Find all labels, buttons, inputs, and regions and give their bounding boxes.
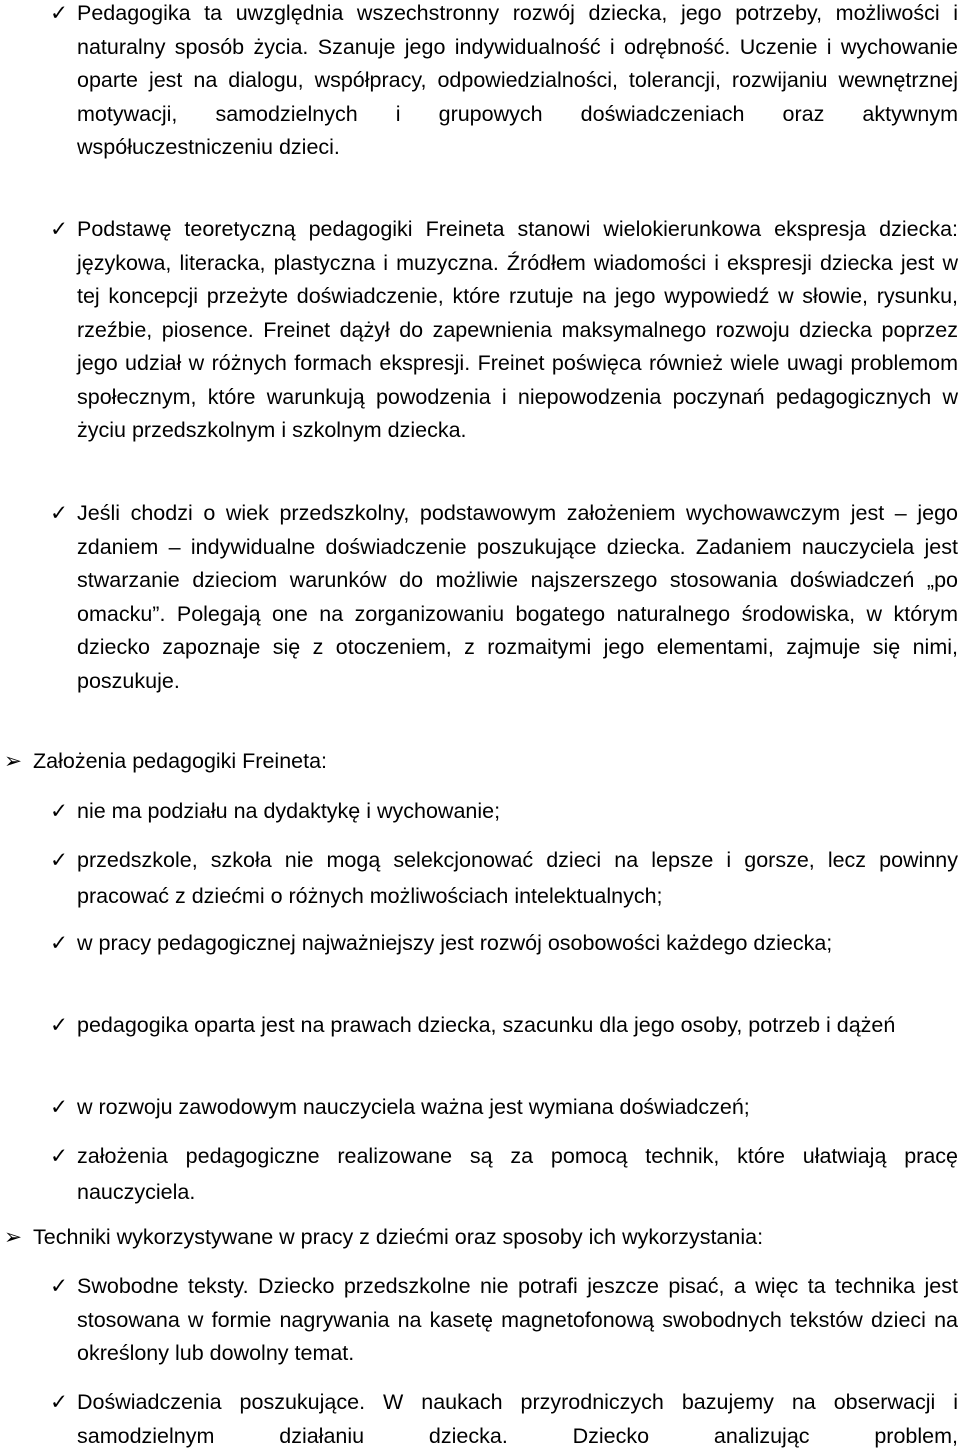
check-icon: ✓ [50, 848, 69, 873]
paragraph-freinet-development [0, 0, 960, 165]
arrow-bullet-icon: ➢ [4, 749, 23, 774]
list-item-experience-exchange [0, 1090, 960, 1126]
check-icon: ✓ [50, 799, 69, 824]
heading-text: Założenia pedagogiki Freineta: [33, 749, 328, 773]
list-item-text: przedszkole, szkoła nie mogą selekcjonować dzieci na lepsze i gorsze, lecz powinny pracować z dziećmi o różnych możliwościach intelektualnych; [77, 848, 958, 908]
list-item-no-division [0, 794, 960, 830]
list-item-text: nie ma podziału na dydaktykę i wychowanie; [77, 799, 501, 823]
paragraph-text: Jeśli chodzi o wiek przedszkolny, podstawowym założeniem wychowawczym jest – jego zdaniem – indywidualne doświadczenie poszukujące dziecka. Zadaniem nauczyciela jest stwarzanie dzieciom warunków do możliwie najszerszego stosowania doświadczeń „po omacku”. Polegają one na zorganizowaniu bogatego naturalnego środowiska, w którym dziecko zapoznaje się z otoczeniem, z rozmaitymi jego elementami, zajmuje się nimi, poszukuje. [77, 501, 958, 693]
check-icon: ✓ [50, 1013, 69, 1038]
paragraph-text: Doświadczenia poszukujące. W naukach przyrodniczych bazujemy na obserwacji i samodzielnym działaniu dziecka. Dziecko analizując problem, [77, 1390, 958, 1448]
list-item-text: w pracy pedagogicznej najważniejszy jest rozwój osobowości każdego dziecka; [77, 931, 833, 955]
check-icon: ✓ [50, 1095, 69, 1120]
check-icon: ✓ [50, 1274, 69, 1299]
check-icon: ✓ [50, 501, 69, 526]
paragraph-text: Swobodne teksty. Dziecko przedszkolne nie potrafi jeszcze pisać, a więc ta technika jest stosowana w formie nagrywania na kasetę magnetofonową swobodnych tekstów dzieci na określony lub dowolny temat. [77, 1274, 958, 1365]
check-icon: ✓ [50, 931, 69, 956]
heading-freinet-assumptions [0, 745, 960, 779]
paragraph-exploratory-experiences [0, 1386, 960, 1453]
list-item-child-rights [0, 1008, 960, 1044]
list-item-techniques [0, 1139, 960, 1210]
paragraph-freinet-expression [0, 213, 960, 448]
list-item-no-selection [0, 843, 960, 914]
check-icon: ✓ [50, 1144, 69, 1169]
check-icon: ✓ [50, 217, 69, 242]
paragraph-text: Podstawę teoretyczną pedagogiki Freineta stanowi wielokierunkowa ekspresja dziecka: językowa, literacka, plastyczna i muzyczna. Źródłem wiadomości i ekspresji dziecka jest w tej koncepcji przeżyte doświadczenie, które rzutuje na jego wypowiedź w słowie, rysunku, rzeźbie, piosence. Freinet dążył do zapewnienia maksymalnego rozwoju dziecka poprzez jego udział w różnych formach ekspresji. Freinet poświęca również wiele uwagi problemom społecznym, które warunkują powodzenia i niepowodzenia poczynań pedagogicznych w życiu przedszkolnym i szkolnym dziecka. [77, 217, 958, 442]
list-item-text: w rozwoju zawodowym nauczyciela ważna jest wymiana doświadczeń; [77, 1095, 750, 1119]
paragraph-text: Pedagogika ta uwzględnia wszechstronny rozwój dziecka, jego potrzeby, możliwości i naturalny sposób życia. Szanuje jego indywidualność i odrębność. Uczenie i wychowanie oparte jest na dialogu, współpracy, odpowiedzialności, tolerancji, rozwijaniu wewnętrznej motywacji, samodzielnych i grupowych doświadczeniach oraz aktywnym współuczestniczeniu dzieci. [77, 1, 958, 159]
list-item-text: pedagogika oparta jest na prawach dziecka, szacunku dla jego osoby, potrzeb i dążeń [77, 1013, 896, 1037]
arrow-bullet-icon: ➢ [4, 1225, 23, 1250]
list-item-text: założenia pedagogiczne realizowane są za pomocą technik, które ułatwiają pracę nauczyciela. [77, 1144, 958, 1204]
paragraph-free-texts [0, 1270, 960, 1371]
heading-techniques-used [0, 1221, 960, 1255]
heading-text: Techniki wykorzystywane w pracy z dziećmi oraz sposoby ich wykorzystania: [33, 1225, 764, 1249]
list-item-personality-development [0, 926, 960, 962]
check-icon: ✓ [50, 1, 69, 26]
paragraph-preschool-age [0, 497, 960, 698]
check-icon: ✓ [50, 1390, 69, 1415]
